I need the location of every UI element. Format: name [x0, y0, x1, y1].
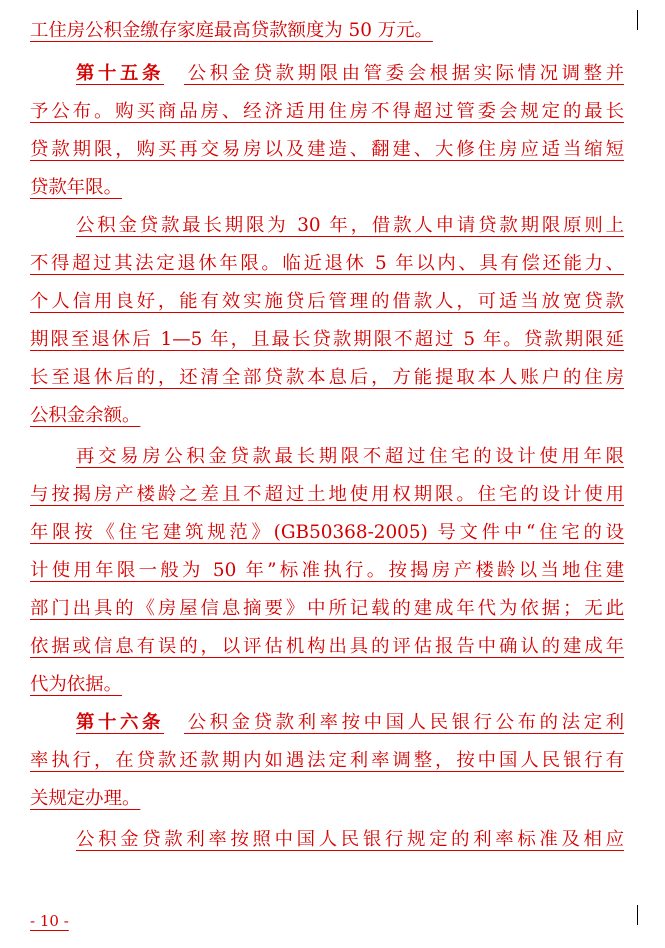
article-16-label: 第十六条 — [76, 712, 164, 733]
text-line: 与按揭房产楼龄之差且不超过土地使用权期限。住宅的设计使用 — [30, 484, 624, 505]
text-line: 再交易房公积金贷款最长期限不超过住宅的设计使用年限 — [76, 446, 624, 467]
text-line: 公积金贷款期限由管委会根据实际情况调整并 — [184, 63, 624, 84]
text-line: 予公布。购买商品房、经济适用住房不得超过管委会规定的最长 — [30, 101, 624, 122]
text-line: 依据或信息有误的，以评估机构出具的评估报告中确认的建成年 — [30, 636, 624, 657]
text-line: 计使用年限一般为 50 年”标准执行。按揭房产楼龄以当地住建 — [30, 560, 624, 581]
article-15-first-line — [30, 59, 624, 89]
text-line: 公积金贷款利率按照中国人民银行规定的利率标准及相应 — [76, 829, 624, 850]
text-line: 年限按《住宅建筑规范》(GB50368-2005) 号文件中“住宅的设 — [30, 522, 624, 543]
page-number: - 10 - — [30, 912, 69, 930]
text-line: 期限至退休后 1—5 年，且最长贷款期限不超过 5 年。贷款期限延 — [30, 329, 624, 350]
text-line: 个人信用良好，能有效实施贷后管理的借款人，可适当放宽贷款 — [30, 291, 624, 312]
text-line: 工住房公积金缴存家庭最高贷款额度为 50 万元。 — [30, 20, 433, 41]
text-line: 贷款年限。 — [30, 177, 122, 198]
article-15-label: 第十五条 — [76, 63, 164, 84]
text-line: 公积金余额。 — [30, 405, 141, 426]
text-line: 率执行，在贷款还款期内如遇法定利率调整，按中国人民银行有 — [30, 750, 624, 771]
text-line: 公积金贷款最长期限为 30 年，借款人申请贷款期限原则上 — [76, 215, 624, 236]
text-line: 贷款期限，购买再交易房以及建造、翻建、大修住房应适当缩短 — [30, 139, 624, 160]
text-line: 关规定办理。 — [30, 788, 141, 809]
text-line: 公积金贷款利率按中国人民银行公布的法定利 — [184, 712, 624, 733]
page-edge-rule-top — [637, 10, 638, 30]
text-line: 长至退休后的，还清全部贷款本息后，方能提取本人账户的住房 — [30, 367, 624, 388]
article-16-first-line — [30, 708, 624, 738]
text-line: 不得超过其法定退休年限。临近退休 5 年以内、具有偿还能力、 — [30, 253, 624, 274]
page-edge-rule-bottom — [637, 905, 638, 925]
text-line: 部门出具的《房屋信息摘要》中所记载的建成年代为依据；无此 — [30, 598, 624, 619]
text-line: 代为依据。 — [30, 674, 122, 695]
